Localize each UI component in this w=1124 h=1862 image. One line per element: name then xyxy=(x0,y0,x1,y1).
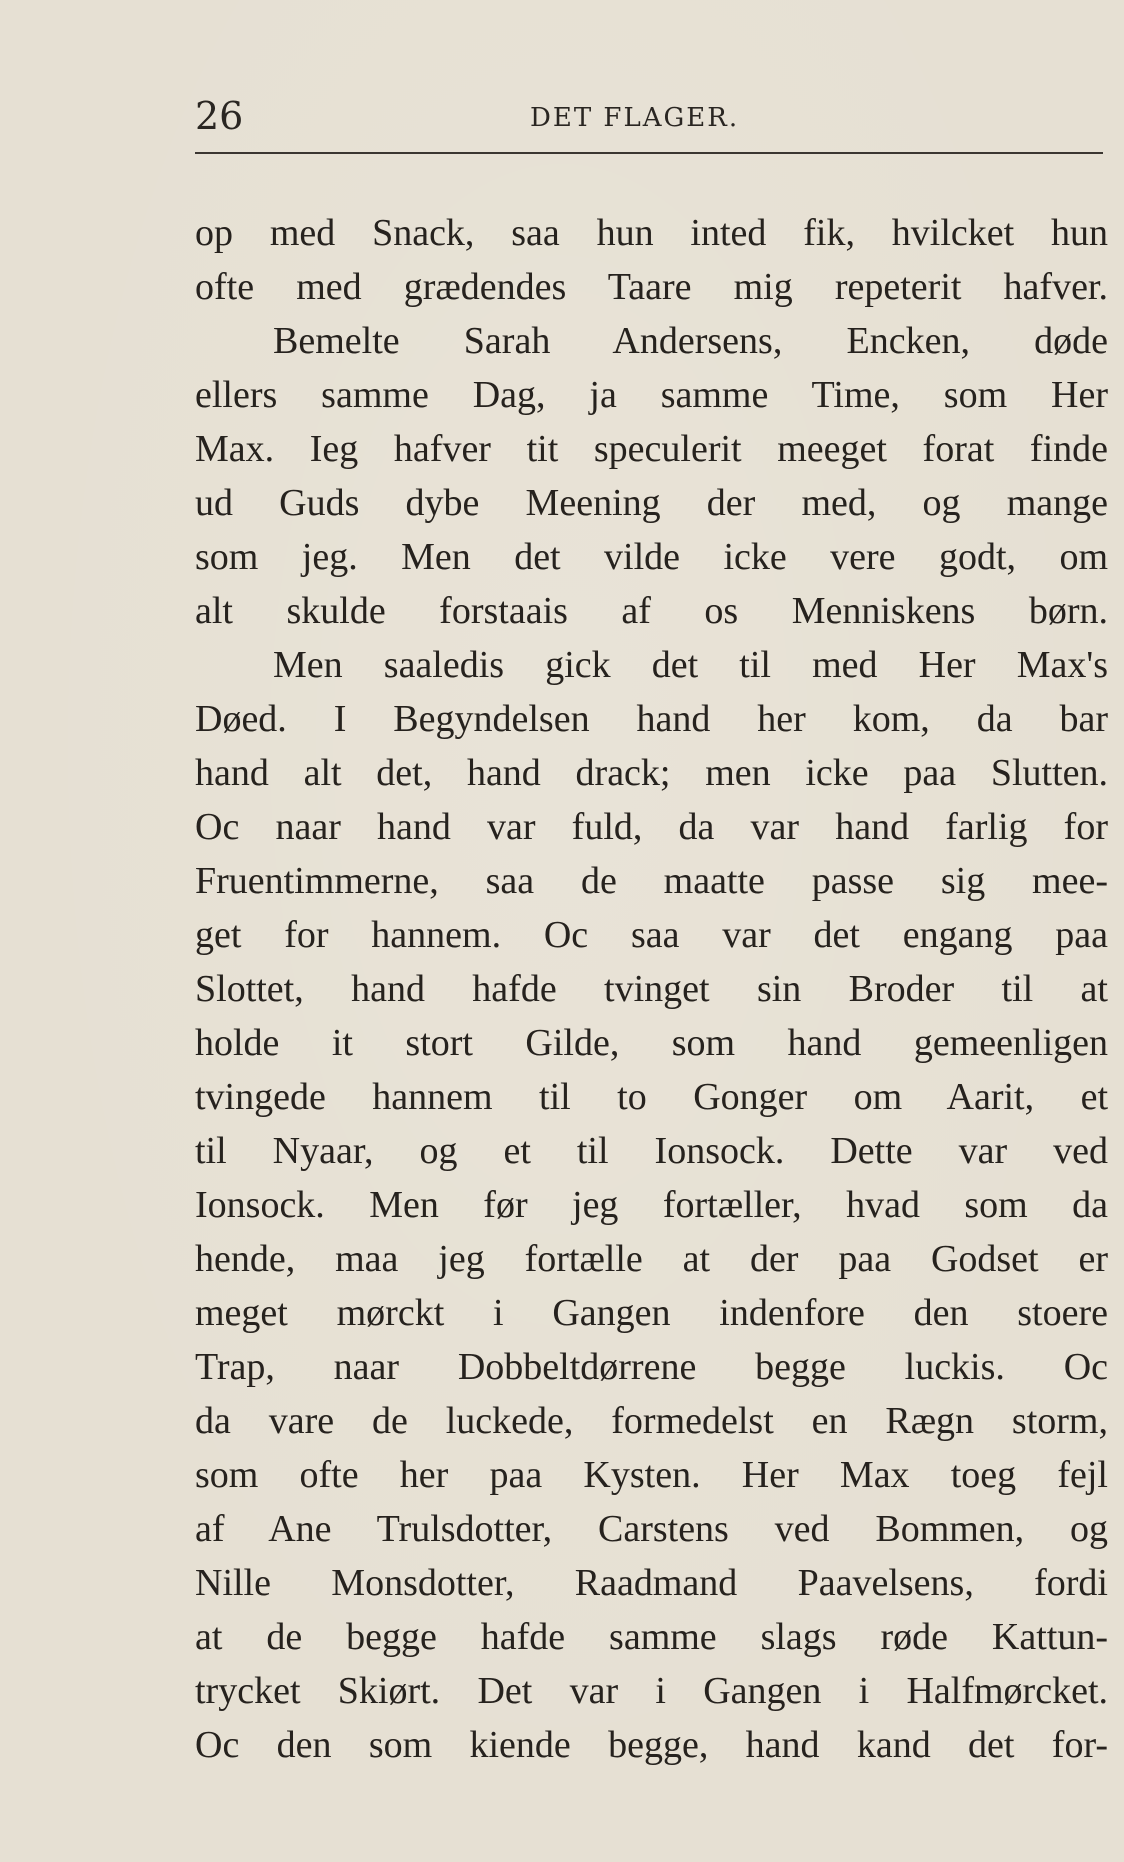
text-line: Oc den som kiende begge, hand kand det for- xyxy=(195,1724,1108,1766)
page-header xyxy=(195,92,1105,140)
text-line: tvingede hannem til to Gonger om Aarit, et xyxy=(195,1076,1108,1118)
text-line: Trap, naar Dobbeltdørrene begge luckis. Oc xyxy=(195,1346,1108,1388)
text-line: Slottet, hand hafde tvinget sin Broder til at xyxy=(195,968,1108,1010)
text-line: get for hannem. Oc saa var det engang paa xyxy=(195,914,1108,956)
text-line: Bemelte Sarah Andersens, Encken, døde xyxy=(273,320,1108,362)
running-title: DET FLAGER. xyxy=(530,103,740,133)
text-line: meget mørckt i Gangen indenfore den stoere xyxy=(195,1292,1108,1334)
text-line: ellers samme Dag, ja samme Time, som Her xyxy=(195,374,1108,416)
text-line: af Ane Trulsdotter, Carstens ved Bommen, og xyxy=(195,1508,1108,1550)
text-line: til Nyaar, og et til Ionsock. Dette var ved xyxy=(195,1130,1108,1172)
text-line: at de begge hafde samme slags røde Kattun- xyxy=(195,1616,1108,1658)
text-line: Døed. I Begyndelsen hand her kom, da bar xyxy=(195,698,1108,740)
text-line: ud Guds dybe Meening der med, og mange xyxy=(195,482,1108,524)
text-line: da vare de luckede, formedelst en Rægn storm, xyxy=(195,1400,1108,1442)
text-line: hende, maa jeg fortælle at der paa Godset er xyxy=(195,1238,1108,1280)
text-line: alt skulde forstaais af os Menniskens børn. xyxy=(195,590,1108,632)
body-text xyxy=(195,206,1108,1772)
text-line: ofte med grædendes Taare mig repeterit hafver. xyxy=(195,266,1108,308)
text-line: Oc naar hand var fuld, da var hand farlig for xyxy=(195,806,1108,848)
text-line: Max. Ieg hafver tit speculerit meeget forat finde xyxy=(195,428,1108,470)
text-line: holde it stort Gilde, som hand gemeenligen xyxy=(195,1022,1108,1064)
header-rule xyxy=(195,152,1103,154)
text-line: hand alt det, hand drack; men icke paa Slutten. xyxy=(195,752,1108,794)
text-line: trycket Skiørt. Det var i Gangen i Halfmørcket. xyxy=(195,1670,1108,1712)
text-line: Fruentimmerne, saa de maatte passe sig mee- xyxy=(195,860,1108,902)
text-line: Men saaledis gick det til med Her Max's xyxy=(273,644,1108,686)
page-number: 26 xyxy=(195,94,244,138)
text-line: som ofte her paa Kysten. Her Max toeg fejl xyxy=(195,1454,1108,1496)
text-line: som jeg. Men det vilde icke vere godt, om xyxy=(195,536,1108,578)
text-line: op med Snack, saa hun inted fik, hvilcket hun xyxy=(195,212,1108,254)
text-line: Ionsock. Men før jeg fortæller, hvad som da xyxy=(195,1184,1108,1226)
text-line: Nille Monsdotter, Raadmand Paavelsens, fordi xyxy=(195,1562,1108,1604)
